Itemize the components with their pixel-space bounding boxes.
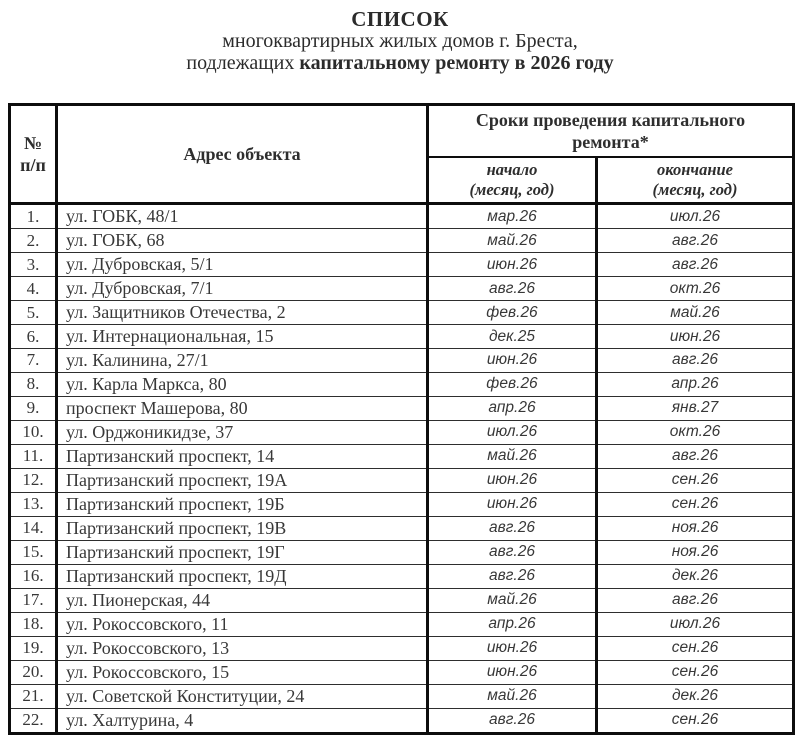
- header-number-line2: п/п: [20, 155, 46, 175]
- title-line-1: СПИСОК: [351, 7, 449, 31]
- header-start-column: [428, 157, 597, 204]
- table-header: [10, 105, 794, 204]
- table-row: [10, 660, 794, 684]
- start-date-cell: июл.26: [428, 420, 597, 444]
- title-line-3-bold: капитальному ремонту в 2026 году: [299, 52, 614, 74]
- start-date-cell: авг.26: [428, 540, 597, 564]
- header-number-line1: №: [23, 133, 43, 153]
- address-cell: ул. Рокоссовского, 13: [57, 636, 428, 660]
- table-row: [10, 420, 794, 444]
- row-number-cell: 14.: [10, 516, 57, 540]
- table-body: [10, 204, 794, 734]
- end-date-cell: авг.26: [597, 588, 794, 612]
- table-row: [10, 325, 794, 349]
- address-cell: ул. Советской Конституции, 24: [57, 684, 428, 708]
- table-row: [10, 588, 794, 612]
- row-number-cell: 22.: [10, 708, 57, 733]
- end-date-cell: июл.26: [597, 612, 794, 636]
- row-number-cell: 9.: [10, 396, 57, 420]
- header-end-label: окончание: [657, 160, 733, 179]
- end-date-cell: сен.26: [597, 660, 794, 684]
- header-number-column: [10, 105, 57, 204]
- address-cell: ул. Карла Маркса, 80: [57, 372, 428, 396]
- header-start-sub: (месяц, год): [469, 180, 555, 199]
- start-date-cell: фев.26: [428, 301, 597, 325]
- end-date-cell: ноя.26: [597, 516, 794, 540]
- end-date-cell: сен.26: [597, 468, 794, 492]
- end-date-cell: апр.26: [597, 372, 794, 396]
- address-cell: ул. Калинина, 27/1: [57, 349, 428, 373]
- end-date-cell: авг.26: [597, 349, 794, 373]
- table-row: [10, 204, 794, 229]
- table-row: [10, 492, 794, 516]
- row-number-cell: 12.: [10, 468, 57, 492]
- header-end-column: [597, 157, 794, 204]
- row-number-cell: 21.: [10, 684, 57, 708]
- start-date-cell: авг.26: [428, 277, 597, 301]
- start-date-cell: июн.26: [428, 349, 597, 373]
- address-cell: ул. Дубровская, 7/1: [57, 277, 428, 301]
- end-date-cell: дек.26: [597, 684, 794, 708]
- end-date-cell: авг.26: [597, 229, 794, 253]
- table-row: [10, 540, 794, 564]
- start-date-cell: авг.26: [428, 708, 597, 733]
- end-date-cell: окт.26: [597, 420, 794, 444]
- row-number-cell: 11.: [10, 444, 57, 468]
- address-cell: ул. Орджоникидзе, 37: [57, 420, 428, 444]
- row-number-cell: 18.: [10, 612, 57, 636]
- start-date-cell: мар.26: [428, 204, 597, 229]
- table-row: [10, 708, 794, 733]
- end-date-cell: ноя.26: [597, 540, 794, 564]
- start-date-cell: дек.25: [428, 325, 597, 349]
- end-date-cell: июл.26: [597, 204, 794, 229]
- end-date-cell: сен.26: [671, 711, 719, 729]
- address-cell: ул. Дубровская, 5/1: [57, 253, 428, 277]
- row-number-cell: 19.: [10, 636, 57, 660]
- address-cell: Партизанский проспект, 19Б: [57, 492, 428, 516]
- header-address-column: Адрес объекта: [57, 105, 428, 204]
- start-date-cell: май.26: [428, 444, 597, 468]
- address-cell: Партизанский проспект, 19В: [57, 516, 428, 540]
- table-row: [10, 444, 794, 468]
- end-date-cell: авг.26: [597, 253, 794, 277]
- title-line-3-prefix: подлежащих: [186, 52, 300, 74]
- start-date-cell: апр.26: [428, 396, 597, 420]
- address-cell: ул. Рокоссовского, 15: [57, 660, 428, 684]
- start-date-cell: июн.26: [428, 492, 597, 516]
- table-row: [10, 277, 794, 301]
- header-end-sub: (месяц, год): [652, 180, 738, 199]
- start-date-cell: май.26: [428, 229, 597, 253]
- title-line-2: многоквартирных жилых домов г. Бреста,: [222, 30, 578, 52]
- start-date-cell: апр.26: [428, 612, 597, 636]
- table-row: [10, 349, 794, 373]
- header-start-label: начало: [486, 160, 538, 179]
- row-number-cell: 6.: [10, 325, 57, 349]
- address-cell: Партизанский проспект, 19Д: [57, 564, 428, 588]
- row-number-cell: 1.: [10, 204, 57, 229]
- row-number-cell: 10.: [10, 420, 57, 444]
- address-cell: ул. Защитников Отечества, 2: [57, 301, 428, 325]
- address-cell: Партизанский проспект, 19А: [57, 468, 428, 492]
- start-date-cell: фев.26: [428, 372, 597, 396]
- header-terms-column: Сроки проведения капитального ремонта*: [428, 105, 794, 158]
- row-number-cell: 13.: [10, 492, 57, 516]
- end-date-cell: окт.26: [597, 277, 794, 301]
- address-cell: ул. ГОБК, 48/1: [57, 204, 428, 229]
- start-date-cell: май.26: [428, 588, 597, 612]
- end-date-cell: дек.26: [597, 564, 794, 588]
- row-number-cell: 15.: [10, 540, 57, 564]
- row-number-cell: 2.: [10, 229, 57, 253]
- row-number-cell: 8.: [10, 372, 57, 396]
- table-row: [10, 516, 794, 540]
- address-cell: проспект Машерова, 80: [57, 396, 428, 420]
- table-row: [10, 636, 794, 660]
- address-cell: ул. Пионерская, 44: [57, 588, 428, 612]
- end-date-cell: июн.26: [597, 325, 794, 349]
- table-row: [10, 229, 794, 253]
- start-date-cell: июн.26: [428, 660, 597, 684]
- start-date-cell: авг.26: [428, 564, 597, 588]
- address-cell: ул. Интернациональная, 15: [57, 325, 428, 349]
- table-row: [10, 301, 794, 325]
- address-cell: Партизанский проспект, 14: [57, 444, 428, 468]
- start-date-cell: май.26: [428, 684, 597, 708]
- end-date-cell: сен.26: [597, 492, 794, 516]
- row-number-cell: 3.: [10, 253, 57, 277]
- address-cell: ул. Рокоссовского, 11: [57, 612, 428, 636]
- row-number-cell: 4.: [10, 277, 57, 301]
- row-number-cell: 7.: [10, 349, 57, 373]
- table-row: [10, 612, 794, 636]
- address-cell: Партизанский проспект, 19Г: [57, 540, 428, 564]
- end-date-cell: янв.27: [597, 396, 794, 420]
- end-date-cell: май.26: [597, 301, 794, 325]
- table-row: [10, 396, 794, 420]
- row-number-cell: 16.: [10, 564, 57, 588]
- end-date-cell: сен.26: [597, 636, 794, 660]
- start-date-cell: июн.26: [428, 253, 597, 277]
- table-row: [10, 468, 794, 492]
- row-number-cell: 5.: [10, 301, 57, 325]
- end-date-cell: авг.26: [597, 444, 794, 468]
- start-date-cell: июн.26: [428, 636, 597, 660]
- table-row: [10, 253, 794, 277]
- table-row: [10, 564, 794, 588]
- address-cell: ул. ГОБК, 68: [57, 229, 428, 253]
- repair-schedule-table: [8, 103, 795, 735]
- row-number-cell: 20.: [10, 660, 57, 684]
- row-number-cell: 17.: [10, 588, 57, 612]
- table-row: [10, 372, 794, 396]
- start-date-cell: июн.26: [428, 468, 597, 492]
- title-line-3: [0, 52, 800, 74]
- document-title-block: [0, 8, 800, 74]
- table-row: [10, 684, 794, 708]
- address-cell: ул. Халтурина, 4: [57, 708, 428, 733]
- start-date-cell: авг.26: [428, 516, 597, 540]
